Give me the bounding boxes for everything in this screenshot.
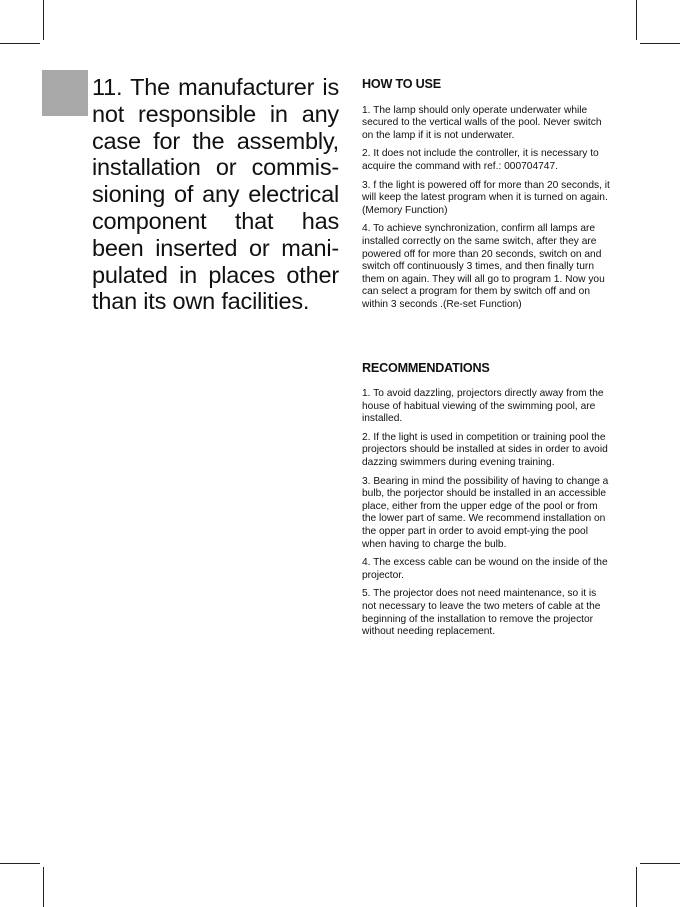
crop-mark-top-right-h [640,43,680,44]
recommendation-item: 2. If the light is used in competition or training pool the projectors should be installed at sides in order to avoid dazzing swimmers during evening training. [362,431,608,469]
recommendation-item: 4. The excess cable can be wound on the inside of the projector. [362,557,608,581]
how-to-use-item: 2. It does not include the controller, it is necessary to acquire the command with ref.: 000704747. [362,148,599,172]
recommendation-item: 3. Bearing in mind the possibility of having to change a bulb, the porjector should be installed in an accessible place, either from the upper edge of the pool or from the lower part of same. We recommend installation on the opper part in order to avoid empt-ying the pool when having to charge the bulb. [362,475,609,550]
how-to-use-heading: HOW TO USE [362,77,441,91]
recommendations-heading: RECOMMENDATIONS [362,360,490,375]
section-spacer [362,318,612,362]
manufacturer-liability-note: 11. The manufacturer is not responsible in any case for the assembly, installation or commis-sioning of any electrical component that has been inserted or mani-pulated in places other than its own facilities. [92,74,339,315]
crop-mark-bottom-right-v [636,867,637,907]
instructions-column [362,78,612,645]
crop-mark-top-left-h [0,43,40,44]
crop-mark-bottom-right-h [640,863,680,864]
how-to-use-item: 4. To achieve synchronization, confirm all lamps are installed correctly on the same switch, after they are powered off for more than 20 seconds, switch on and switch off continuously 3 times, and then finally turn them on again. They will all go to program 1. Now you can select a program for them by switch off and on within 3 seconds .(Re-set Function) [362,223,605,310]
how-to-use-item: 3. f the light is powered off for more than 20 seconds, it will keep the latest program when it is turned on again.(Memory Function) [362,179,610,216]
recommendation-item: 1. To avoid dazzling, projectors directly away from the house of habitual viewing of the swimming pool, are installed. [362,388,604,425]
crop-mark-top-left-v [43,0,44,40]
recommendation-item: 5. The projector does not need maintenance, so it is not necessary to leave the two meters of cable at the beginning of the installation to remove the projector without needing replacement. [362,588,601,638]
crop-mark-top-right-v [636,0,637,40]
crop-mark-bottom-left-v [43,867,44,907]
section-tab-marker [42,70,88,116]
how-to-use-item: 1. The lamp should only operate underwater while secured to the vertical walls of the pool. Never switch on the lamp if it is not underwater. [362,104,602,141]
crop-mark-bottom-left-h [0,863,40,864]
